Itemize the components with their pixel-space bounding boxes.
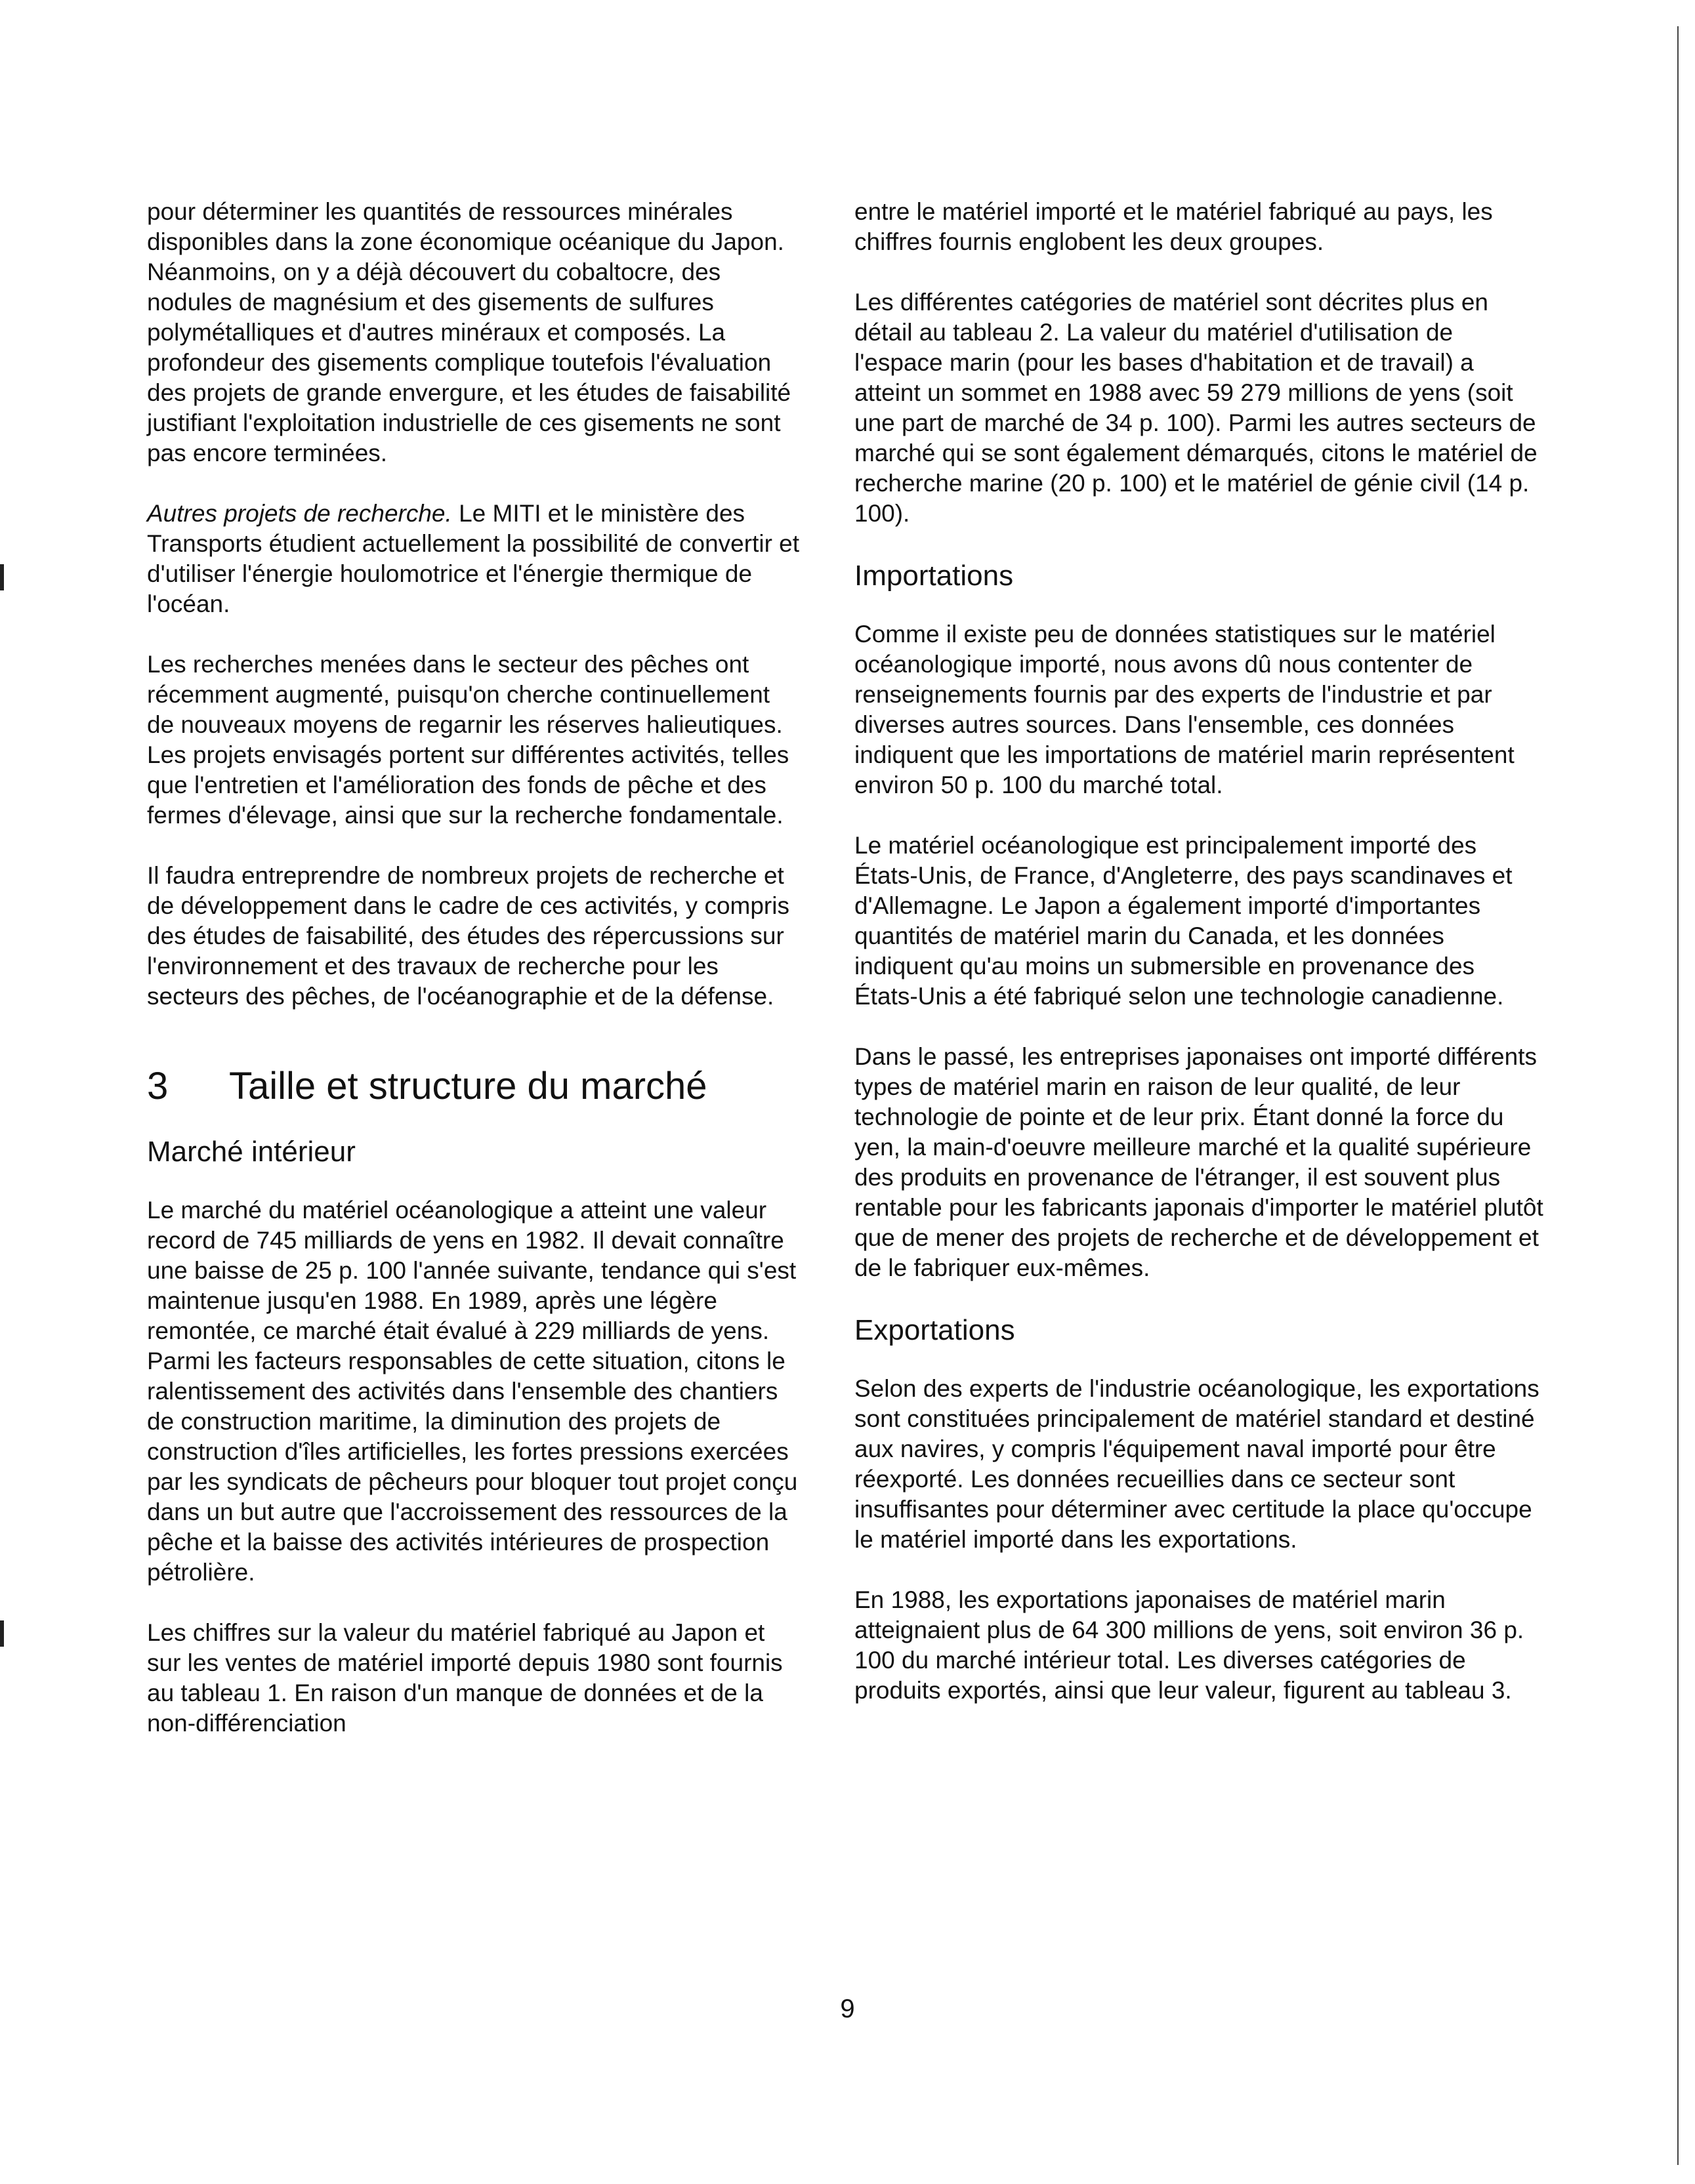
paragraph: Selon des experts de l'industrie océanologique, les exportations sont constituées principalement de matériel standard et destiné aux navires, y compris l'équipement naval importé pour être réexporté. Les données recueillies dans ce secteur sont insuffisantes pour déterminer avec certitude la place qu'occupe le matériel importé dans les exportations.: [854, 1375, 1539, 1553]
paragraph: [147, 499, 803, 619]
paragraph-text: Le MITI et le ministère des Transports étudient actuellement la possibilité de convertir et d'utiliser l'énergie houlomotrice et l'énergie thermique de l'océan.: [147, 500, 800, 617]
section-heading: [147, 1064, 803, 1109]
subheading-domestic-market: Marché intérieur: [147, 1136, 356, 1168]
subheading-exports: Exportations: [854, 1314, 1015, 1346]
right-column: [854, 197, 1543, 1736]
paragraph: Le marché du matériel océanologique a atteint une valeur record de 745 milliards de yens en 1982. Il devait connaître une baisse de 25 p. 100 l'année suivante, tendance qui s'est maintenue jusqu'en 1988. En 1989, après une légère remontée, ce marché était évalué à 229 milliards de yens. Parmi les facteurs responsables de cette situation, citons le ralentissement des activités dans l'ensemble des chantiers de construction maritime, la diminution des projets de construction d'îles artificielles, les fortes pressions exercées par les syndicats de pêcheurs pour bloquer tout projet conçu dans un but autre que l'accroissement des ressources de la pêche et la baisse des activités intérieures de prospection pétrolière.: [147, 1197, 798, 1586]
section-title: Taille et structure du marché: [229, 1065, 707, 1107]
paragraph: entre le matériel importé et le matériel fabriqué au pays, les chiffres fournis englobent les deux groupes.: [854, 198, 1493, 255]
paragraph: Les recherches menées dans le secteur des pêches ont récemment augmenté, puisqu'on cherche continuellement de nouveaux moyens de regarnir les réserves halieutiques. Les projets envisagés portent sur différentes activités, telles que l'entretien et l'amélioration des fonds de pêche et des fermes d'élevage, ainsi que sur la recherche fondamentale.: [147, 651, 789, 829]
paragraph: Dans le passé, les entreprises japonaises ont importé différents types de matériel marin en raison de leur qualité, de leur technologie de pointe et de leur prix. Étant donné la force du yen, la main-d'oeuvre meilleure marché et la qualité supérieure des produits en provenance de l'étranger, il est souvent plus rentable pour les fabricants japonais d'importer le matériel plutôt que de mener des projets de recherche et de développement et de le fabriquer eux-mêmes.: [854, 1043, 1543, 1281]
page-number: 9: [840, 1994, 855, 2023]
paragraph: pour déterminer les quantités de ressources minérales disponibles dans la zone économique océanique du Japon. Néanmoins, on y a déjà découvert du cobaltocre, des nodules de magnésium et des gisements de sulfures polymétalliques et d'autres minéraux et composés. La profondeur des gisements complique toutefois l'évaluation des projets de grande envergure, et les études de faisabilité justifiant l'exploitation industrielle de ces gisements ne sont pas encore terminées.: [147, 198, 791, 466]
scan-edge-mark: [0, 564, 4, 590]
scan-margin-line: [1677, 26, 1679, 2165]
paragraph: Les différentes catégories de matériel sont décrites plus en détail au tableau 2. La valeur du matériel d'utilisation de l'espace marin (pour les bases d'habitation et de travail) a atteint un sommet en 1988 avec 59 279 millions de yens (soit une part de marché de 34 p. 100). Parmi les autres secteurs de marché qui se sont également démarqués, citons le matériel de recherche marine (20 p. 100) et le matériel de génie civil (14 p. 100).: [854, 289, 1538, 527]
paragraph-lead: Autres projets de recherche.: [147, 500, 452, 527]
paragraph: En 1988, les exportations japonaises de matériel marin atteignaient plus de 64 300 millions de yens, soit environ 36 p. 100 du marché intérieur total. Les diverses catégories de produits exportés, ainsi que leur valeur, figurent au tableau 3.: [854, 1586, 1524, 1704]
paragraph: Il faudra entreprendre de nombreux projets de recherche et de développement dans le cadre de ces activités, y compris des études de faisabilité, des études des répercussions sur l'environnement et des travaux de recherche pour les secteurs des pêches, de l'océanographie et de la défense.: [147, 862, 789, 1010]
paragraph: Les chiffres sur la valeur du matériel fabriqué au Japon et sur les ventes de matériel importé depuis 1980 sont fournis au tableau 1. En raison d'un manque de données et de la non-différenciation: [147, 1619, 783, 1737]
left-column: [147, 197, 803, 1769]
paragraph: Comme il existe peu de données statistiques sur le matériel océanologique importé, nous avons dû nous contenter de renseignements fournis par des experts de l'industrie et par diverses autres sources. Dans l'ensemble, ces données indiquent que les importations de matériel marin représentent environ 50 p. 100 du marché total.: [854, 621, 1515, 798]
subheading-imports: Importations: [854, 560, 1014, 592]
scan-edge-mark: [0, 1620, 4, 1647]
section-number: 3: [147, 1065, 169, 1107]
paragraph: Le matériel océanologique est principalement importé des États-Unis, de France, d'Angleterre, des pays scandinaves et d'Allemagne. Le Japon a également importé d'importantes quantités de matériel marin du Canada, et les données indiquent qu'au moins un submersible en provenance des États-Unis a été fabriqué selon une technologie canadienne.: [854, 832, 1513, 1010]
